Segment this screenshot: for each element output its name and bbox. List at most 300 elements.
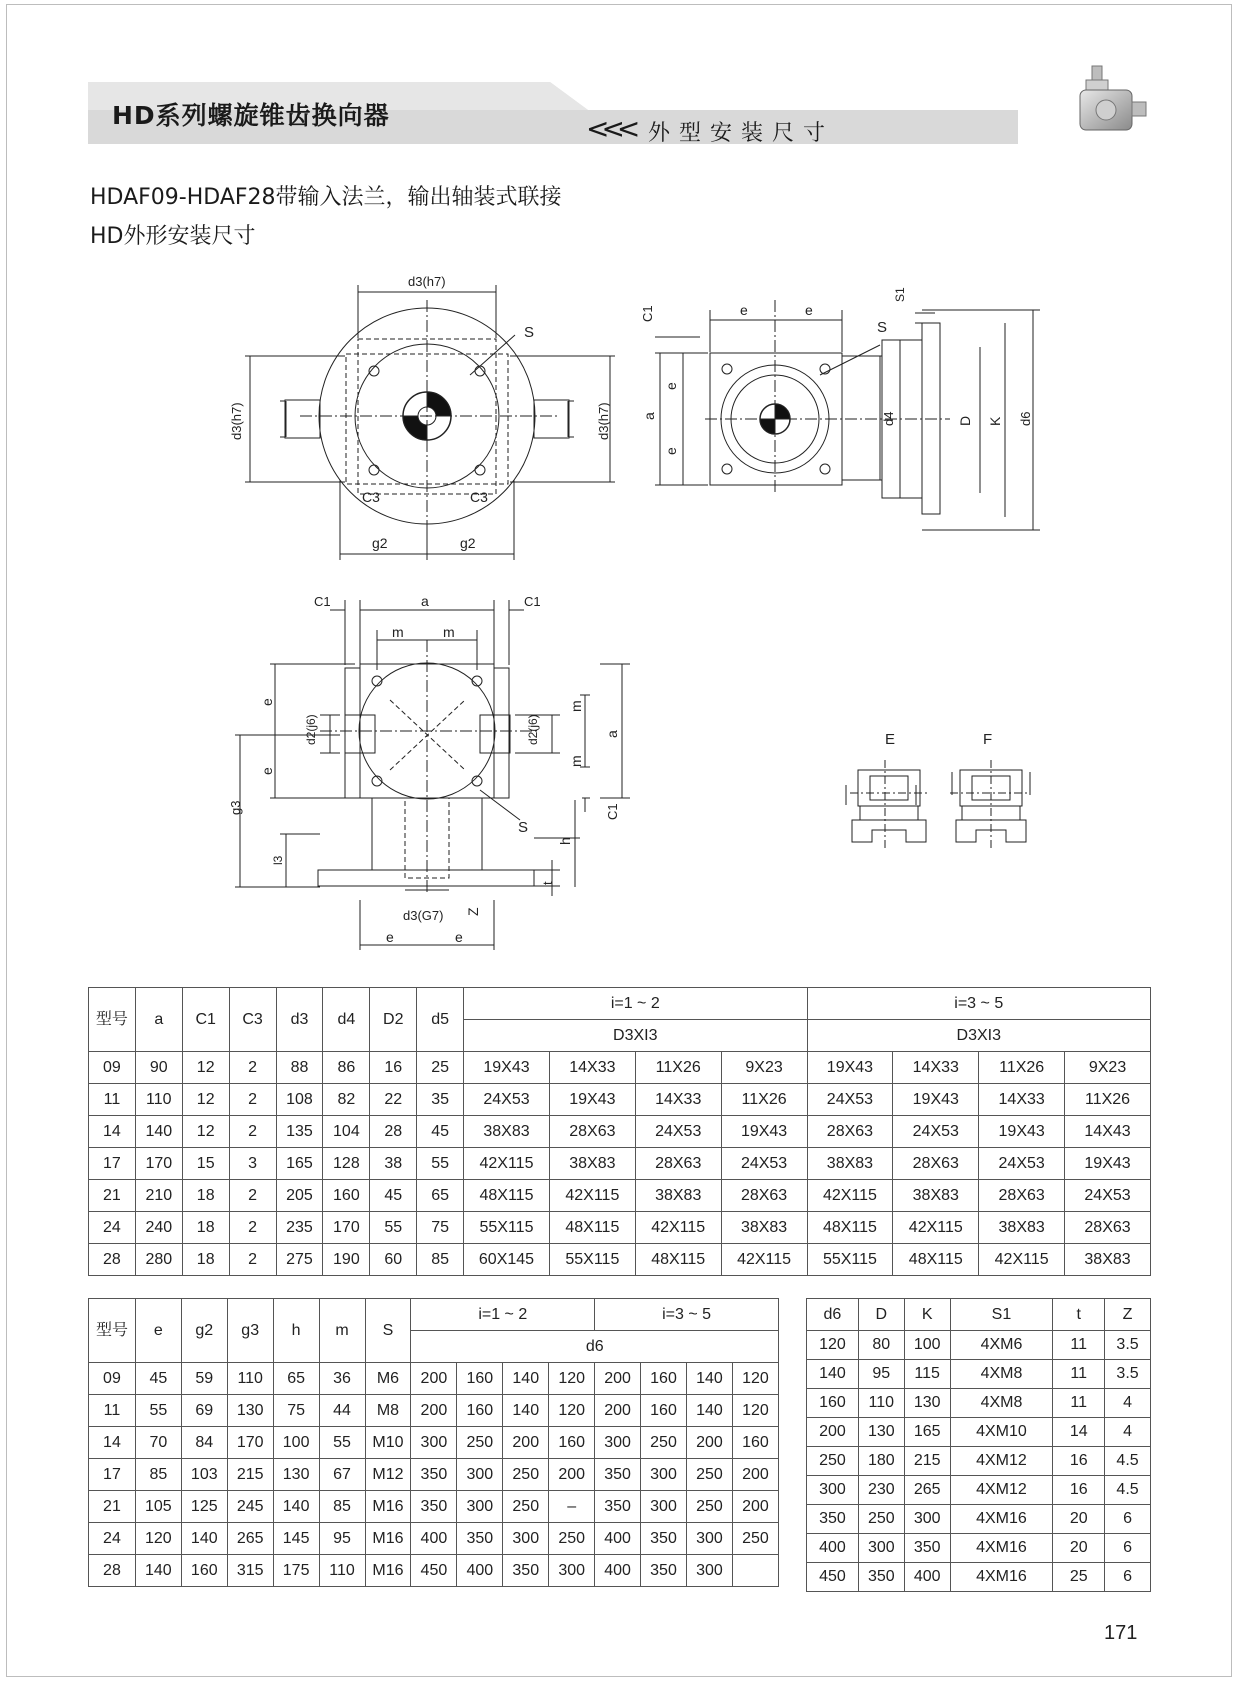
- flange-table: [806, 1298, 1151, 1592]
- table-cell: 120: [135, 1523, 181, 1555]
- table-cell: 24X53: [1065, 1180, 1151, 1212]
- table-cell: 22: [370, 1084, 417, 1116]
- header-S1: S1: [950, 1299, 1053, 1331]
- table-cell: 4XM6: [950, 1331, 1053, 1360]
- table-cell: 55: [319, 1427, 365, 1459]
- header-c3: C3: [229, 988, 276, 1052]
- table-cell: 55X115: [549, 1244, 635, 1276]
- table-cell: 180: [858, 1447, 904, 1476]
- table-cell: 100: [273, 1427, 319, 1459]
- table-cell: 12: [182, 1084, 229, 1116]
- view-top-output: [235, 600, 630, 950]
- table-cell: 4XM8: [950, 1360, 1053, 1389]
- table-cell: 42X115: [807, 1180, 893, 1212]
- view-front-flange: [245, 285, 615, 560]
- table-cell: 140: [273, 1491, 319, 1523]
- table-cell: 85: [417, 1244, 464, 1276]
- header-g2: g2: [181, 1299, 227, 1363]
- table-cell: 400: [904, 1563, 950, 1592]
- header-s: S: [365, 1299, 411, 1363]
- table-cell: 16: [370, 1052, 417, 1084]
- svg-text:e: e: [259, 767, 275, 775]
- table-cell: 128: [323, 1148, 370, 1180]
- table-row: [89, 1555, 779, 1587]
- table-cell: 45: [135, 1363, 181, 1395]
- table-cell: 60: [370, 1244, 417, 1276]
- table-cell: 140: [686, 1395, 732, 1427]
- table-cell: 24X53: [721, 1148, 807, 1180]
- table-cell: 28X63: [635, 1148, 721, 1180]
- table-2-body: [89, 1363, 779, 1587]
- table-3-body: [807, 1331, 1151, 1592]
- section-title: 外型安装尺寸: [648, 121, 835, 146]
- table-cell: 350: [411, 1491, 457, 1523]
- table-cell: 55X115: [464, 1212, 550, 1244]
- table-cell: 42X115: [549, 1180, 635, 1212]
- table-cell: 42X115: [464, 1148, 550, 1180]
- table-row: [89, 1084, 1151, 1116]
- table-row: [807, 1418, 1151, 1447]
- svg-text:d3(h7): d3(h7): [596, 402, 611, 440]
- table-cell: 28: [89, 1555, 136, 1587]
- table-cell: 2: [229, 1116, 276, 1148]
- table-cell: 250: [549, 1523, 595, 1555]
- table-cell: 6: [1105, 1505, 1151, 1534]
- table-cell: 300: [686, 1523, 732, 1555]
- table-cell: 65: [417, 1180, 464, 1212]
- table-cell: 190: [323, 1244, 370, 1276]
- table-row: [807, 1534, 1151, 1563]
- table-cell: 88: [276, 1052, 323, 1084]
- table-cell: 19X43: [1065, 1148, 1151, 1180]
- table-cell: 80: [858, 1331, 904, 1360]
- table-cell: 48X115: [807, 1212, 893, 1244]
- table-cell: 6: [1105, 1563, 1151, 1592]
- svg-text:C1: C1: [314, 594, 331, 609]
- table-cell: 350: [641, 1523, 687, 1555]
- table-cell: 59: [181, 1363, 227, 1395]
- table-cell: 200: [549, 1459, 595, 1491]
- table-cell: 28X63: [721, 1180, 807, 1212]
- chevrons-icon: <<<: [586, 112, 633, 145]
- table-cell: 200: [411, 1395, 457, 1427]
- table-cell: 200: [595, 1363, 641, 1395]
- svg-text:e: e: [805, 302, 813, 318]
- table-cell: 20: [1053, 1505, 1105, 1534]
- header-e: e: [135, 1299, 181, 1363]
- table-cell: 105: [135, 1491, 181, 1523]
- table-cell: 28: [370, 1116, 417, 1148]
- table-cell: 160: [181, 1555, 227, 1587]
- table-cell: 200: [732, 1459, 778, 1491]
- table-cell: 160: [641, 1395, 687, 1427]
- table-cell: 95: [319, 1523, 365, 1555]
- table-cell: 160: [549, 1427, 595, 1459]
- table-cell: 250: [503, 1459, 549, 1491]
- table-row: [807, 1389, 1151, 1418]
- table-cell: 19X43: [464, 1052, 550, 1084]
- table-cell: M16: [365, 1523, 411, 1555]
- svg-text:h: h: [557, 837, 573, 845]
- table-cell: 110: [135, 1084, 182, 1116]
- table-cell: 350: [858, 1563, 904, 1592]
- table-cell: 18: [182, 1212, 229, 1244]
- table-cell: 300: [503, 1523, 549, 1555]
- table-cell: 11X26: [721, 1084, 807, 1116]
- table-cell: 67: [319, 1459, 365, 1491]
- table-cell: 4.5: [1105, 1476, 1151, 1505]
- svg-text:F: F: [983, 731, 993, 748]
- table-cell: 250: [686, 1491, 732, 1523]
- table-cell: 11: [1053, 1331, 1105, 1360]
- table-cell: 11: [89, 1084, 136, 1116]
- table-cell: 250: [641, 1427, 687, 1459]
- table-cell: 400: [411, 1523, 457, 1555]
- table-cell: 120: [732, 1395, 778, 1427]
- table-cell: 170: [323, 1212, 370, 1244]
- table-cell: M16: [365, 1555, 411, 1587]
- header-d3xl3: D3XI3: [464, 1020, 807, 1052]
- table-cell: 240: [135, 1212, 182, 1244]
- svg-text:g2: g2: [460, 535, 476, 551]
- table-cell: 140: [503, 1395, 549, 1427]
- table-cell: 200: [732, 1491, 778, 1523]
- table-row: [89, 1052, 1151, 1084]
- table-cell: 95: [858, 1360, 904, 1389]
- header-t: t: [1053, 1299, 1105, 1331]
- table-cell: 120: [732, 1363, 778, 1395]
- svg-text:S: S: [518, 819, 529, 836]
- page-number: 171: [1104, 1622, 1138, 1644]
- table-cell: 400: [595, 1523, 641, 1555]
- table-cell: 17: [89, 1459, 136, 1491]
- table-cell: 28X63: [979, 1180, 1065, 1212]
- table-cell: 265: [227, 1523, 273, 1555]
- svg-text:m: m: [392, 624, 404, 640]
- table-cell: 21: [89, 1491, 136, 1523]
- table-cell: 86: [323, 1052, 370, 1084]
- table-cell: 19X43: [979, 1116, 1065, 1148]
- table-cell: 200: [807, 1418, 859, 1447]
- table-cell: 75: [273, 1395, 319, 1427]
- table-cell: 140: [181, 1523, 227, 1555]
- table-cell: 120: [549, 1363, 595, 1395]
- table-row: [89, 1459, 779, 1491]
- table-cell: 300: [904, 1505, 950, 1534]
- table-cell: 4: [1105, 1389, 1151, 1418]
- table-row: [89, 1395, 779, 1427]
- header-model: 型号: [89, 988, 136, 1052]
- table-cell: 35: [417, 1084, 464, 1116]
- svg-text:e: e: [386, 929, 394, 945]
- table-cell: 4XM10: [950, 1418, 1053, 1447]
- table-cell: 19X43: [549, 1084, 635, 1116]
- table-row: [89, 1148, 1151, 1180]
- table-cell: 350: [411, 1459, 457, 1491]
- table-cell: 160: [641, 1363, 687, 1395]
- table-cell: 175: [273, 1555, 319, 1587]
- table-cell: 2: [229, 1084, 276, 1116]
- table-cell: 108: [276, 1084, 323, 1116]
- table-cell: 11: [89, 1395, 136, 1427]
- table-cell: 84: [181, 1427, 227, 1459]
- table-row: [89, 1363, 779, 1395]
- table-cell: 120: [807, 1331, 859, 1360]
- table-cell: 38: [370, 1148, 417, 1180]
- svg-text:t: t: [540, 881, 555, 885]
- table-cell: 350: [904, 1534, 950, 1563]
- svg-text:C1: C1: [605, 803, 620, 820]
- svg-text:E: E: [885, 731, 896, 748]
- header-d5: d5: [417, 988, 464, 1052]
- header-K: K: [904, 1299, 950, 1331]
- table-cell: 230: [858, 1476, 904, 1505]
- table-cell: 200: [595, 1395, 641, 1427]
- svg-text:d3(h7): d3(h7): [229, 402, 244, 440]
- table-cell: 200: [686, 1427, 732, 1459]
- table-row: [807, 1360, 1151, 1389]
- table-cell: 300: [807, 1476, 859, 1505]
- svg-text:d3(h7): d3(h7): [408, 274, 446, 289]
- table-cell: 160: [732, 1427, 778, 1459]
- table-row: [89, 1523, 779, 1555]
- table-cell: 24X53: [893, 1116, 979, 1148]
- table-cell: 4XM16: [950, 1505, 1053, 1534]
- svg-text:d3(G7): d3(G7): [403, 908, 444, 923]
- table-cell: –: [549, 1491, 595, 1523]
- table-cell: 140: [135, 1116, 182, 1148]
- svg-text:K: K: [987, 416, 1003, 426]
- table-cell: 42X115: [721, 1244, 807, 1276]
- table-cell: 16: [1053, 1447, 1105, 1476]
- table-cell: 170: [227, 1427, 273, 1459]
- table-cell: 42X115: [979, 1244, 1065, 1276]
- table-cell: 2: [229, 1244, 276, 1276]
- svg-text:a: a: [641, 412, 657, 420]
- table-cell: 85: [319, 1491, 365, 1523]
- header-d3xl3: D3XI3: [807, 1020, 1151, 1052]
- table-cell: 115: [904, 1360, 950, 1389]
- svg-text:C1: C1: [640, 305, 655, 322]
- header-ratio-3-5: i=3 ~ 5: [595, 1299, 779, 1331]
- subtitle-model-range: HDAF09-HDAF28带输入法兰，输出轴装式联接: [90, 185, 562, 210]
- table-cell: 130: [904, 1389, 950, 1418]
- svg-text:C1: C1: [524, 594, 541, 609]
- table-cell: 3.5: [1105, 1360, 1151, 1389]
- table-cell: 24X53: [635, 1116, 721, 1148]
- table-cell: 14: [89, 1116, 136, 1148]
- table-cell: 250: [686, 1459, 732, 1491]
- table-cell: 20: [1053, 1534, 1105, 1563]
- table-cell: 09: [89, 1363, 136, 1395]
- table-cell: 130: [227, 1395, 273, 1427]
- table-cell: 14X33: [979, 1084, 1065, 1116]
- table-cell: 300: [858, 1534, 904, 1563]
- table-cell: 28X63: [549, 1116, 635, 1148]
- svg-text:D: D: [957, 415, 973, 426]
- table-row: [807, 1447, 1151, 1476]
- svg-text:m: m: [443, 624, 455, 640]
- dimension-table-1: [88, 987, 1151, 1276]
- header-a: a: [135, 988, 182, 1052]
- table-cell: 28X63: [893, 1148, 979, 1180]
- table-cell: 350: [807, 1505, 859, 1534]
- table-cell: 14X43: [1065, 1116, 1151, 1148]
- table-cell: 200: [411, 1363, 457, 1395]
- table-cell: 18: [182, 1180, 229, 1212]
- table-cell: 140: [135, 1555, 181, 1587]
- header-ratio-1-2: i=1 ~ 2: [464, 988, 807, 1020]
- svg-text:d2(j6): d2(j6): [526, 714, 540, 745]
- view-side-flange: [655, 300, 1040, 530]
- table-cell: 210: [135, 1180, 182, 1212]
- header-d3: d3: [276, 988, 323, 1052]
- table-cell: 9X23: [1065, 1052, 1151, 1084]
- table-cell: 15: [182, 1148, 229, 1180]
- table-cell: 265: [904, 1476, 950, 1505]
- table-cell: 09: [89, 1052, 136, 1084]
- table-cell: M10: [365, 1427, 411, 1459]
- table-cell: 2: [229, 1180, 276, 1212]
- table-row: [89, 1244, 1151, 1276]
- svg-text:e: e: [663, 382, 679, 390]
- table-cell: 60X145: [464, 1244, 550, 1276]
- table-cell: 120: [549, 1395, 595, 1427]
- table-cell: 38X83: [464, 1116, 550, 1148]
- table-cell: M12: [365, 1459, 411, 1491]
- table-row: [807, 1563, 1151, 1592]
- svg-text:a: a: [421, 593, 429, 609]
- table-cell: 18: [182, 1244, 229, 1276]
- table-cell: 300: [641, 1459, 687, 1491]
- dimension-table-2: [88, 1298, 779, 1587]
- page-title: HD系列螺旋锥齿换向器: [112, 101, 390, 130]
- table-row: [807, 1331, 1151, 1360]
- svg-text:S: S: [877, 319, 888, 336]
- header-model: 型号: [89, 1299, 136, 1363]
- table-cell: 350: [641, 1555, 687, 1587]
- svg-text:Z: Z: [465, 907, 481, 916]
- table-cell: 11X26: [979, 1052, 1065, 1084]
- table-cell: 14: [1053, 1418, 1105, 1447]
- header-d2: D2: [370, 988, 417, 1052]
- table-cell: 38X83: [635, 1180, 721, 1212]
- table-cell: 165: [904, 1418, 950, 1447]
- table-row: [807, 1476, 1151, 1505]
- table-cell: 12: [182, 1116, 229, 1148]
- table-cell: 90: [135, 1052, 182, 1084]
- subtitle-dimensions: HD外形安装尺寸: [90, 224, 256, 249]
- table-cell: 103: [181, 1459, 227, 1491]
- table-cell: 400: [595, 1555, 641, 1587]
- table-cell: 55: [370, 1212, 417, 1244]
- table-cell: 300: [411, 1427, 457, 1459]
- mounting-option-f: [950, 760, 1030, 850]
- header-ratio-3-5: i=3 ~ 5: [807, 988, 1151, 1020]
- svg-text:C3: C3: [362, 489, 380, 505]
- header-d6: d6: [807, 1299, 859, 1331]
- table-1-body: [89, 1052, 1151, 1276]
- svg-text:d2(j6): d2(j6): [304, 714, 318, 745]
- table-cell: 2: [229, 1052, 276, 1084]
- table-cell: 100: [904, 1331, 950, 1360]
- table-cell: 24X53: [464, 1084, 550, 1116]
- table-cell: 130: [273, 1459, 319, 1491]
- table-cell: 16: [1053, 1476, 1105, 1505]
- header-ratio-1-2: i=1 ~ 2: [411, 1299, 595, 1331]
- table-cell: 450: [807, 1563, 859, 1592]
- table-cell: 350: [595, 1459, 641, 1491]
- table-row: [89, 1491, 779, 1523]
- table-cell: 55: [417, 1148, 464, 1180]
- table-cell: 160: [323, 1180, 370, 1212]
- table-cell: 400: [457, 1555, 503, 1587]
- header-Z: Z: [1105, 1299, 1151, 1331]
- table-cell: 70: [135, 1427, 181, 1459]
- table-cell: 45: [370, 1180, 417, 1212]
- table-cell: 200: [503, 1427, 549, 1459]
- svg-text:C3: C3: [470, 489, 488, 505]
- table-cell: 125: [181, 1491, 227, 1523]
- table-cell: 38X83: [721, 1212, 807, 1244]
- table-cell: 300: [457, 1491, 503, 1523]
- table-cell: 245: [227, 1491, 273, 1523]
- table-cell: 42X115: [893, 1212, 979, 1244]
- table-cell: 19X43: [807, 1052, 893, 1084]
- table-cell: 400: [807, 1534, 859, 1563]
- table-cell: 3.5: [1105, 1331, 1151, 1360]
- mounting-option-e: [846, 760, 930, 850]
- table-cell: 160: [457, 1395, 503, 1427]
- table-cell: [732, 1555, 778, 1587]
- table-cell: 4XM12: [950, 1447, 1053, 1476]
- header-d4: d4: [323, 988, 370, 1052]
- table-cell: 140: [503, 1363, 549, 1395]
- table-cell: 4XM12: [950, 1476, 1053, 1505]
- table-cell: 145: [273, 1523, 319, 1555]
- table-cell: 250: [503, 1491, 549, 1523]
- table-cell: 55: [135, 1395, 181, 1427]
- table-cell: 12: [182, 1052, 229, 1084]
- table-cell: 450: [411, 1555, 457, 1587]
- table-cell: 38X83: [807, 1148, 893, 1180]
- table-cell: M6: [365, 1363, 411, 1395]
- table-cell: 4XM16: [950, 1563, 1053, 1592]
- table-cell: 14X33: [893, 1052, 979, 1084]
- table-cell: 36: [319, 1363, 365, 1395]
- table-cell: 215: [227, 1459, 273, 1491]
- table-cell: 110: [858, 1389, 904, 1418]
- table-cell: 300: [457, 1459, 503, 1491]
- svg-text:l3: l3: [271, 855, 285, 865]
- table-cell: 350: [457, 1523, 503, 1555]
- svg-text:m: m: [568, 755, 584, 767]
- table-cell: 21: [89, 1180, 136, 1212]
- table-cell: 250: [457, 1427, 503, 1459]
- table-cell: 42X115: [635, 1212, 721, 1244]
- table-cell: 48X115: [893, 1244, 979, 1276]
- header-d6: d6: [411, 1331, 779, 1363]
- table-cell: 25: [417, 1052, 464, 1084]
- table-cell: 24: [89, 1212, 136, 1244]
- table-cell: 350: [503, 1555, 549, 1587]
- table-cell: 25: [1053, 1563, 1105, 1592]
- table-cell: 275: [276, 1244, 323, 1276]
- table-cell: 4XM16: [950, 1534, 1053, 1563]
- table-cell: 6: [1105, 1534, 1151, 1563]
- header-c1: C1: [182, 988, 229, 1052]
- svg-text:e: e: [740, 302, 748, 318]
